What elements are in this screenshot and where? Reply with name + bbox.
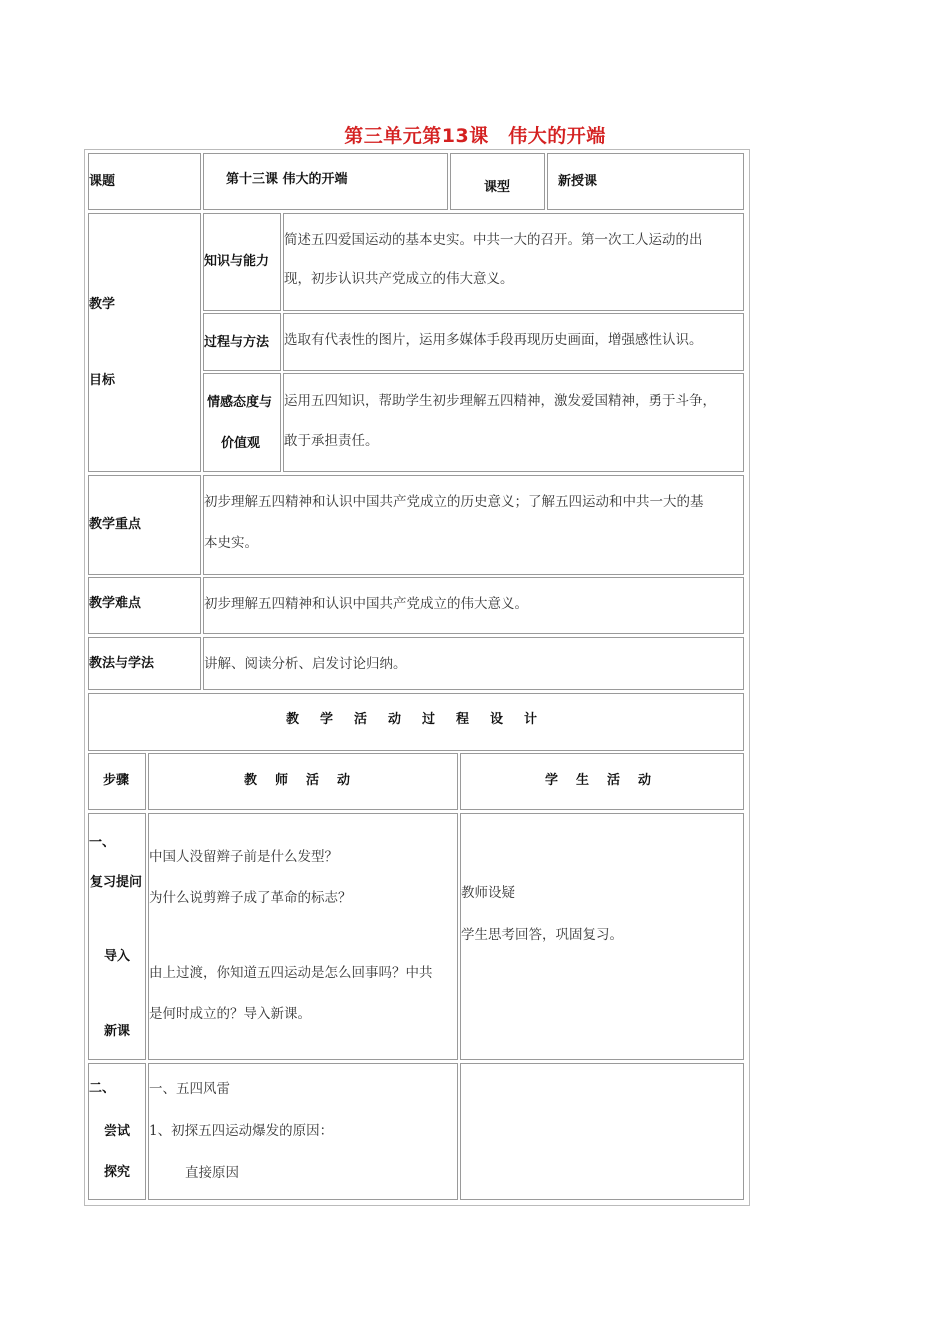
step2-teacher-line1: 一、五四风雷 [149, 1081, 230, 1097]
topic-value: 第十三课 伟大的开端 [226, 172, 348, 187]
emotion-text-cell [283, 373, 744, 472]
step1-student-line1: 教师设疑 [461, 885, 515, 901]
step2-name-line2: 探究 [104, 1165, 131, 1180]
knowledge-text-cell [283, 213, 744, 311]
student-column-header: 学生活动 [545, 773, 670, 788]
step1-teacher-cell [148, 813, 458, 1060]
step1-number: 一、 [89, 835, 116, 850]
knowledge-label: 知识与能力 [204, 254, 270, 269]
topic-label: 课题 [89, 174, 116, 189]
type-label: 课型 [484, 180, 511, 195]
step1-student-cell [460, 813, 744, 1060]
process-text: 选取有代表性的图片，运用多媒体手段再现历史画面，增强感性认识。 [284, 332, 703, 348]
difficulty-label-cell [88, 577, 201, 634]
key-point-text-line2: 本史实。 [204, 535, 258, 551]
step2-name-cell [88, 1063, 146, 1200]
difficulty-text: 初步理解五四精神和认识中国共产党成立的伟大意义。 [204, 596, 528, 612]
teacher-column-header: 教师活动 [244, 773, 369, 788]
step1-teacher-line3: 由上过渡，你知道五四运动是怎么回事吗？中共 [149, 965, 433, 981]
method-text: 讲解、阅读分析、启发讨论归纳。 [204, 656, 407, 672]
process-label-cell [203, 313, 281, 371]
step2-name-line1: 尝试 [104, 1124, 131, 1139]
teacher-column-header-cell [148, 753, 458, 810]
topic-label-cell [88, 153, 201, 210]
step2-teacher-line2: 1、初探五四运动爆发的原因： [149, 1123, 334, 1139]
step-column-header-cell [88, 753, 146, 810]
type-value: 新授课 [558, 174, 598, 189]
step1-teacher-line2: 为什么说剪辫子成了革命的标志？ [149, 890, 352, 906]
step1-teacher-line1: 中国人没留辫子前是什么发型？ [149, 849, 338, 865]
goals-label-cell [88, 213, 201, 472]
step2-student-cell [460, 1063, 744, 1200]
goals-label-line1: 教学 [89, 297, 116, 312]
step-column-header: 步骤 [103, 773, 130, 788]
step1-name-line3: 新课 [104, 1024, 131, 1039]
step1-student-line2: 学生思考回答，巩固复习。 [461, 927, 623, 943]
step2-number: 二、 [89, 1081, 116, 1096]
type-label-cell [450, 153, 545, 210]
step2-teacher-line3: 直接原因 [185, 1165, 239, 1181]
step1-teacher-line4: 是何时成立的？导入新课。 [149, 1006, 311, 1022]
key-point-text-line1: 初步理解五四精神和认识中国共产党成立的历史意义；了解五四运动和中共一大的基 [204, 494, 704, 510]
knowledge-text-line1: 简述五四爱国运动的基本史实。中共一大的召开。第一次工人运动的出 [284, 232, 703, 248]
goals-label-line2: 目标 [89, 373, 116, 388]
process-design-heading: 教学活动过程设计 [286, 712, 559, 727]
step1-name-cell [88, 813, 146, 1060]
emotion-text-line1: 运用五四知识，帮助学生初步理解五四精神，激发爱国精神，勇于斗争， [284, 393, 716, 409]
knowledge-label-cell [203, 213, 281, 311]
process-label: 过程与方法 [204, 335, 270, 350]
process-text-cell [283, 313, 744, 371]
key-point-label-cell [88, 475, 201, 575]
emotion-label-line1: 情感态度与 [207, 395, 273, 410]
key-point-label: 教学重点 [89, 517, 142, 532]
step2-teacher-cell [148, 1063, 458, 1200]
step1-name-line1: 复习提问 [90, 875, 143, 890]
topic-value-cell [203, 153, 448, 210]
difficulty-label: 教学难点 [89, 596, 142, 611]
emotion-label-line2: 价值观 [221, 436, 261, 451]
emotion-text-line2: 敢于承担责任。 [284, 433, 379, 449]
difficulty-text-cell [203, 577, 744, 634]
emotion-label-cell [203, 373, 281, 472]
process-design-heading-cell [88, 693, 744, 751]
key-point-text-cell [203, 475, 744, 575]
page-title: 第三单元第13课 伟大的开端 [344, 125, 606, 147]
method-label-cell [88, 637, 201, 690]
knowledge-text-line2: 现，初步认识共产党成立的伟大意义。 [284, 271, 514, 287]
method-text-cell [203, 637, 744, 690]
type-value-cell [547, 153, 744, 210]
method-label: 教法与学法 [89, 656, 155, 671]
step1-name-line2: 导入 [104, 949, 131, 964]
student-column-header-cell [460, 753, 744, 810]
